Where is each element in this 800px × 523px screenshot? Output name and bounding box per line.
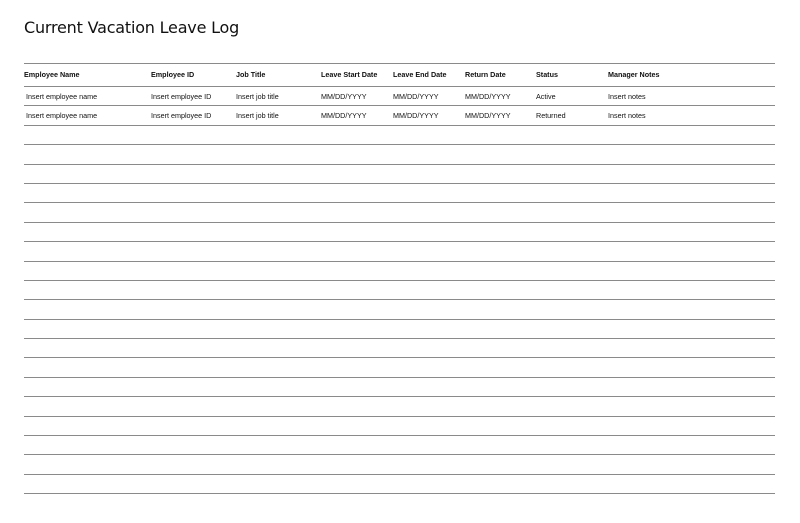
- empty-table-row[interactable]: [24, 125, 775, 144]
- column-header-return-date: Return Date: [465, 70, 506, 79]
- cell-return-date[interactable]: MM/DD/YYYY: [465, 111, 511, 121]
- cell-employee-name[interactable]: Insert employee name: [26, 111, 98, 121]
- page-title: Current Vacation Leave Log: [24, 18, 240, 37]
- cell-leave-end-date[interactable]: MM/DD/YYYY: [393, 92, 439, 101]
- empty-table-row[interactable]: [24, 454, 775, 473]
- cell-employee-id[interactable]: Insert employee ID: [151, 111, 212, 121]
- empty-table-row[interactable]: [24, 261, 775, 280]
- empty-table-row[interactable]: [24, 338, 775, 357]
- cell-status[interactable]: Active: [536, 92, 556, 101]
- empty-table-row[interactable]: [24, 202, 775, 221]
- empty-table-row[interactable]: [24, 164, 775, 183]
- column-header-employee-name: Employee Name: [24, 70, 80, 79]
- empty-table-row[interactable]: [24, 377, 775, 396]
- empty-table-row[interactable]: [24, 144, 775, 163]
- table-row: [24, 86, 775, 105]
- cell-status[interactable]: Returned: [536, 111, 566, 121]
- table-header-row: [24, 63, 775, 86]
- column-header-leave-start-date: Leave Start Date: [321, 70, 378, 79]
- empty-table-row[interactable]: [24, 319, 775, 338]
- cell-manager-notes[interactable]: Insert notes: [608, 111, 646, 121]
- cell-employee-name[interactable]: Insert employee name: [26, 92, 98, 101]
- empty-table-row[interactable]: [24, 396, 775, 415]
- cell-employee-id[interactable]: Insert employee ID: [151, 92, 212, 101]
- empty-table-row[interactable]: [24, 474, 775, 493]
- table-row: [24, 105, 775, 124]
- empty-table-row[interactable]: [24, 435, 775, 454]
- cell-return-date[interactable]: MM/DD/YYYY: [465, 92, 511, 101]
- cell-leave-end-date[interactable]: MM/DD/YYYY: [393, 111, 439, 121]
- column-header-employee-id: Employee ID: [151, 70, 195, 79]
- empty-table-row[interactable]: [24, 357, 775, 376]
- column-header-manager-notes: Manager Notes: [608, 70, 660, 79]
- leave-log-table: [24, 63, 775, 494]
- column-header-leave-end-date: Leave End Date: [393, 70, 447, 79]
- empty-table-row[interactable]: [24, 416, 775, 435]
- cell-leave-start-date[interactable]: MM/DD/YYYY: [321, 111, 367, 121]
- empty-table-row[interactable]: [24, 183, 775, 202]
- cell-job-title[interactable]: Insert job title: [236, 111, 279, 121]
- table-bottom-border: [24, 493, 775, 494]
- empty-table-row[interactable]: [24, 280, 775, 299]
- empty-table-row[interactable]: [24, 241, 775, 260]
- column-header-status: Status: [536, 70, 558, 79]
- cell-job-title[interactable]: Insert job title: [236, 92, 279, 101]
- empty-table-row[interactable]: [24, 299, 775, 318]
- cell-manager-notes[interactable]: Insert notes: [608, 92, 646, 101]
- column-header-job-title: Job Title: [236, 70, 266, 79]
- empty-table-row[interactable]: [24, 222, 775, 241]
- empty-rows: [24, 125, 775, 493]
- cell-leave-start-date[interactable]: MM/DD/YYYY: [321, 92, 367, 101]
